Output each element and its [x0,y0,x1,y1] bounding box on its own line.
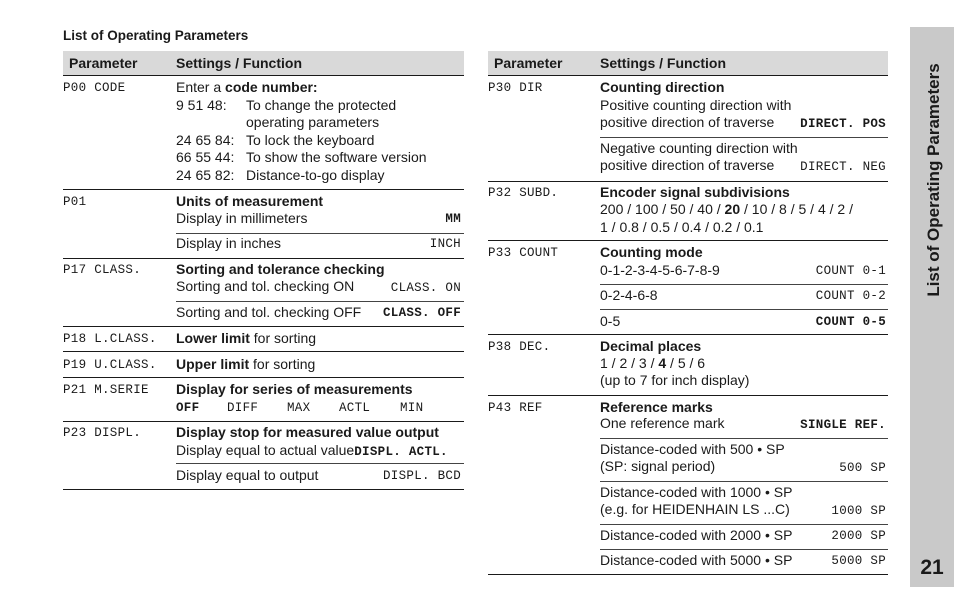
option-value: MIN [400,401,424,415]
setting-value: COUNT 0-5 [815,315,886,329]
code-number: 66 55 44: [176,149,235,165]
setting-value: 500 SP [839,461,886,475]
page-title: List of Operating Parameters [63,28,249,43]
param-title: Reference marks [600,399,713,415]
row-divider [488,574,888,575]
header-parameter: Parameter [494,55,563,71]
param-title: Display for series of measurements [176,381,413,397]
page-number: 21 [920,556,944,579]
row-divider [488,395,888,396]
setting-label: Display equal to actual valueDISPL. ACTL. [176,442,448,459]
setting-label: Distance-coded with 1000 • SP [600,484,793,500]
param-title: Counting direction [600,79,725,95]
setting-options: 200 / 100 / 50 / 40 / 20 / 10 / 8 / 5 / 4 / 2 / [600,201,853,217]
setting-label: 0-5 [600,313,621,329]
setting-label: 0-2-4-6-8 [600,287,658,303]
setting-options: 1 / 2 / 3 / 4 / 5 / 6 [600,355,706,371]
setting-label: 0-1-2-3-4-5-6-7-8-9 [600,262,720,278]
code-description: To show the software version [246,149,427,165]
side-tab-title: List of Operating Parameters [924,63,943,297]
row-divider [63,377,464,378]
sub-divider [600,549,888,550]
setting-value: SINGLE REF. [800,418,886,432]
setting-label: Display in inches [176,235,282,251]
row-divider [63,351,464,352]
setting-label: (e.g. for HEIDENHAIN LS ...C) [600,501,790,517]
code-description: To lock the keyboard [246,132,375,148]
row-divider [63,421,464,422]
setting-value: DIRECT. POS [800,117,886,131]
param-code: P18 L.CLASS. [63,332,157,346]
param-code: P32 SUBD. [488,186,559,200]
setting-label: One reference mark [600,415,725,431]
code-number: 9 51 48: [176,97,227,113]
setting-value: COUNT 0-1 [815,264,886,278]
left-table-header [63,51,464,75]
param-code: P21 M.SERIE [63,383,149,397]
setting-options: (up to 7 for inch display) [600,372,750,388]
row-divider [488,334,888,335]
setting-value: CLASS. OFF [382,306,461,320]
row-divider [488,240,888,241]
code-description: To change the protected [246,97,397,113]
code-description: operating parameters [246,114,380,130]
param-code: P17 CLASS. [63,263,142,277]
sub-divider [600,284,888,285]
right-header-rule [488,75,888,76]
sub-divider [176,463,464,464]
header-settings: Settings / Function [600,55,726,71]
sub-divider [600,481,888,482]
setting-value: DIRECT. NEG [800,160,886,174]
setting-label: Positive counting direction with [600,97,792,113]
param-title: Display stop for measured value output [176,424,439,440]
option-value: OFF [176,401,200,415]
setting-value: MM [445,212,461,226]
row-divider [63,189,464,190]
param-code: P23 DISPL. [63,426,142,440]
setting-label: Distance-coded with 5000 • SP [600,552,793,568]
setting-label: Distance-coded with 500 • SP [600,441,785,457]
sub-divider [600,524,888,525]
sub-divider [176,301,464,302]
setting-value: INCH [429,237,461,251]
option-value: ACTL [339,401,371,415]
sub-divider [176,233,464,234]
code-number: 24 65 82: [176,167,235,183]
row-divider [63,489,464,490]
sub-divider [600,309,888,310]
setting-label: Sorting and tol. checking OFF [176,304,362,320]
sub-divider [600,137,888,138]
row-divider [488,181,888,182]
setting-value: COUNT 0-2 [815,289,886,303]
param-title: Sorting and tolerance checking [176,261,385,277]
setting-value: DISPL. BCD [382,469,461,483]
setting-label: positive direction of traverse [600,114,775,130]
setting-value: 2000 SP [831,529,886,543]
setting-label: (SP: signal period) [600,458,716,474]
param-title: Units of measurement [176,193,324,209]
sub-divider [600,438,888,439]
param-code: P33 COUNT [488,246,559,260]
setting-value: 1000 SP [831,504,886,518]
setting-value: 5000 SP [831,554,886,568]
setting-options: 1 / 0.8 / 0.5 / 0.4 / 0.2 / 0.1 [600,219,764,235]
setting-label: Display in millimeters [176,210,308,226]
setting-value: CLASS. ON [390,281,461,295]
param-code: P43 REF [488,401,543,415]
code-number: 24 65 84: [176,132,235,148]
param-code: P19 U.CLASS. [63,358,157,372]
setting-label: Display equal to output [176,467,319,483]
param-code: P01 [63,195,87,209]
row-divider [63,258,464,259]
header-parameter: Parameter [69,55,138,71]
setting-label: Negative counting direction with [600,140,798,156]
header-settings: Settings / Function [176,55,302,71]
setting-label: Distance-coded with 2000 • SP [600,527,793,543]
row-divider [63,326,464,327]
param-code: P30 DIR [488,81,543,95]
param-title: Lower limit for sorting [176,330,317,346]
param-code: P00 CODE [63,81,126,95]
param-title: Decimal places [600,338,702,354]
param-title: Counting mode [600,244,703,260]
option-value: DIFF [227,401,259,415]
left-header-rule [63,75,464,76]
param-title: Enter a code number: [176,79,318,95]
right-table-header [488,51,888,75]
param-title: Encoder signal subdivisions [600,184,790,200]
code-description: Distance-to-go display [246,167,385,183]
param-title: Upper limit for sorting [176,356,316,372]
setting-label: positive direction of traverse [600,157,775,173]
setting-label: Sorting and tol. checking ON [176,278,355,294]
param-code: P38 DEC. [488,340,551,354]
option-value: MAX [287,401,311,415]
